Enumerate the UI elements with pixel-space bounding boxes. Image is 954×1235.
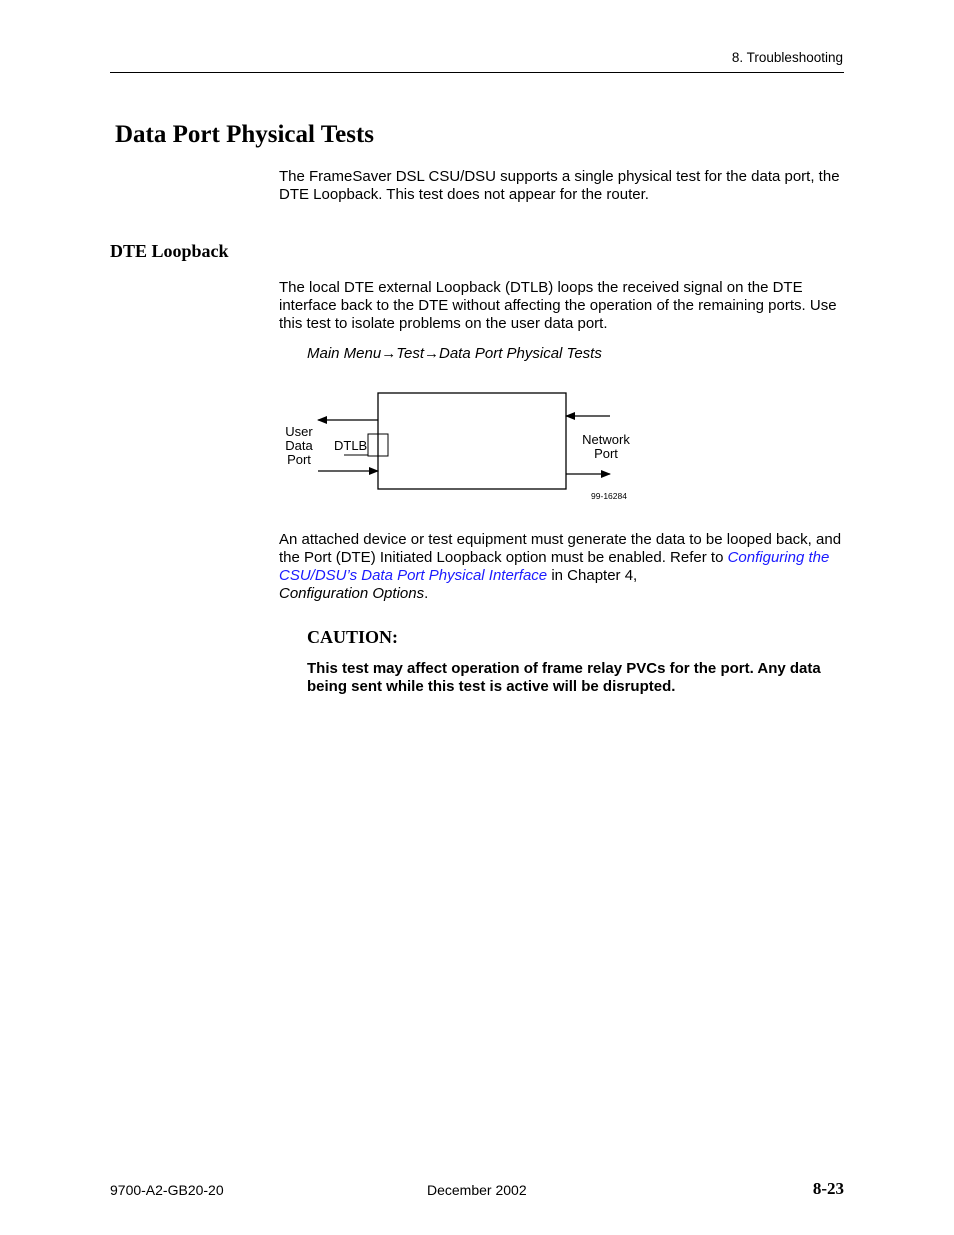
intro-paragraph: The FrameSaver DSL CSU/DSU supports a single physical test for the data port, the DTE Loopback. This test does not appear for the router.: [279, 168, 840, 203]
user-port-label: User: [285, 424, 313, 439]
footer-doc-number: 9700-A2-GB20-20: [110, 1182, 224, 1198]
footer-date: December 2002: [427, 1182, 527, 1198]
header-rule: [110, 72, 844, 73]
requirement-text: in Chapter 4,: [551, 567, 638, 584]
caution-title: CAUTION:: [307, 627, 399, 647]
network-port-label: Network: [582, 432, 630, 447]
requirement-text: An attached device or test equipment must generate the data to be looped back, and the Port (DTE) Initiated Loopback option must be enabled. Refer to: [279, 531, 842, 566]
menu-path: [307, 345, 602, 362]
menu-path-separator: →: [381, 345, 397, 362]
footer-page-number: 8-23: [812, 1179, 844, 1198]
running-header: 8. Troubleshooting: [731, 50, 843, 65]
user-port-label: Port: [287, 452, 311, 467]
csu-dsu-box: [378, 393, 566, 489]
dte-loopback-diagram: [270, 380, 650, 510]
section-heading-dte-loopback: DTE Loopback: [110, 241, 229, 261]
config-interface-link[interactable]: Configuring the CSU/DSU’s Data Port Physical Interface: [279, 549, 830, 584]
requirement-end: .: [424, 585, 429, 602]
requirement-paragraph: [279, 531, 849, 603]
chapter-title: Configuration Options: [279, 585, 425, 602]
network-port-label: Port: [594, 446, 618, 461]
figure-id: 99-16284: [591, 491, 627, 501]
menu-path-separator: →: [424, 345, 439, 362]
caution-text: This test may affect operation of frame relay PVCs for the port. Any data being sent while this test is active will be disrupted.: [307, 660, 821, 695]
menu-path-item: Data Port Physical Tests: [439, 345, 602, 362]
dtlb-label: DTLB: [334, 438, 368, 453]
dte-loopback-description: The local DTE external Loopback (DTLB) loops the received signal on the DTE interface back to the DTE without affecting the operation of the remaining ports. Use this test to isolate problems on the user data port.: [279, 279, 837, 332]
user-port-label: Data: [285, 438, 313, 453]
menu-path-item: Main Menu: [307, 345, 382, 362]
menu-path-item: Test: [396, 345, 424, 362]
page-title: Data Port Physical Tests: [115, 121, 375, 148]
